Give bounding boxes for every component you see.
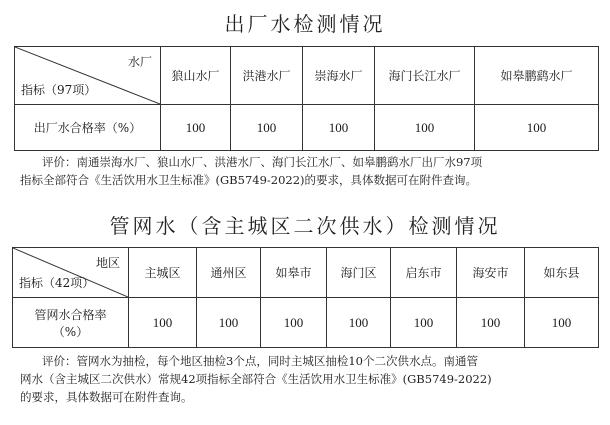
value-cell: 100 — [375, 105, 475, 151]
value-cell: 100 — [525, 298, 599, 348]
column-header: 海门长江水厂 — [375, 47, 475, 105]
value-cell: 100 — [197, 298, 261, 348]
section1-note — [20, 153, 600, 189]
corner-header-cell — [13, 248, 129, 298]
column-header: 崇海水厂 — [303, 47, 375, 105]
value-cell: 100 — [327, 298, 391, 348]
column-header: 如皋鹏鹞水厂 — [475, 47, 599, 105]
corner-bottom-label: 指标（97项） — [21, 83, 97, 97]
value-cell: 100 — [231, 105, 303, 151]
row-label: 出厂水合格率（%） — [15, 105, 161, 151]
value-cell: 100 — [391, 298, 457, 348]
column-header: 主城区 — [129, 248, 197, 298]
row-label-line: （%） — [52, 324, 89, 339]
corner-top-label: 地区 — [95, 256, 120, 270]
note-line: 网水（含主城区二次供水）常规42项指标全部符合《生活饮用水卫生标准》(GB5749-2022) — [20, 372, 492, 386]
note-line: 评价：管网水为抽检，每个地区抽检3个点，同时主城区抽检10个二次供水点。南通管 — [42, 354, 478, 368]
note-line: 指标全部符合《生活饮用水卫生标准》(GB5749-2022)的要求，具体数据可在附件查询。 — [20, 173, 478, 187]
pipe-water-table — [12, 247, 599, 348]
row-label — [13, 298, 129, 348]
value-cell: 100 — [129, 298, 197, 348]
section1-title: 出厂水检测情况 — [224, 12, 386, 36]
column-header: 启东市 — [391, 248, 457, 298]
corner-bottom-label: 指标（42项） — [19, 276, 95, 290]
column-header: 海门区 — [327, 248, 391, 298]
note-line: 的要求，具体数据可在附件查询。 — [20, 390, 193, 404]
column-header: 如东县 — [525, 248, 599, 298]
corner-header-cell — [15, 47, 161, 105]
section2-note — [20, 352, 600, 406]
value-cell: 100 — [475, 105, 599, 151]
column-header: 狼山水厂 — [161, 47, 231, 105]
column-header: 海安市 — [457, 248, 525, 298]
column-header: 如皋市 — [261, 248, 327, 298]
column-header: 洪港水厂 — [231, 47, 303, 105]
note-line: 评价：南通崇海水厂、狼山水厂、洪港水厂、海门长江水厂、如皋鹏鹞水厂出厂水97项 — [42, 155, 483, 169]
value-cell: 100 — [457, 298, 525, 348]
factory-water-table — [14, 46, 599, 151]
column-header: 通州区 — [197, 248, 261, 298]
corner-top-label: 水厂 — [127, 55, 152, 69]
value-cell: 100 — [161, 105, 231, 151]
value-cell: 100 — [261, 298, 327, 348]
section2-title: 管网水（含主城区二次供水）检测情况 — [109, 214, 501, 238]
value-cell: 100 — [303, 105, 375, 151]
row-label-line: 管网水合格率 — [34, 307, 107, 322]
